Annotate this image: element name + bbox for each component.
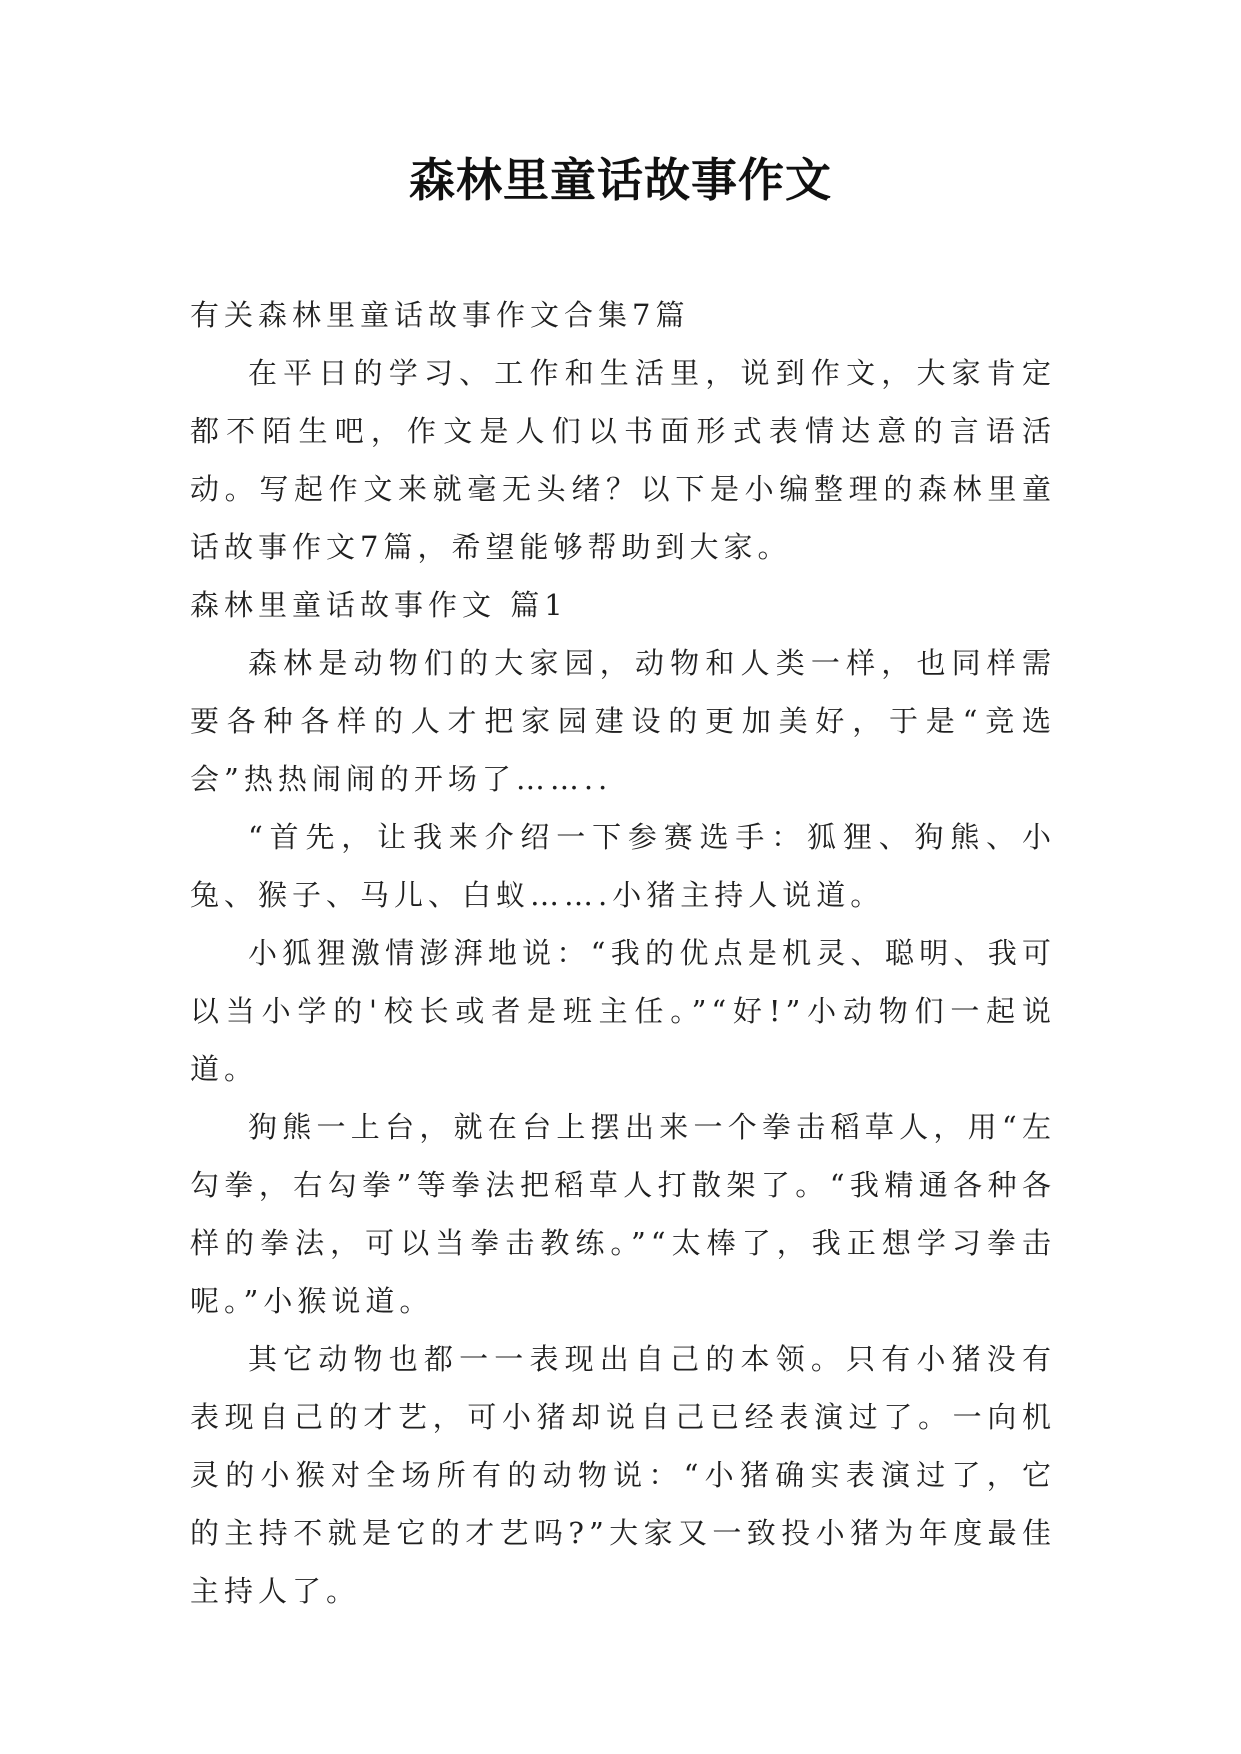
story-paragraph: 狗熊一上台，就在台上摆出来一个拳击稻草人，用“左勾拳，右勾拳”等拳法把稻草人打散架了。“我精通各种各样的拳法，可以当拳击教练。”“太棒了，我正想学习拳击呢。”小猴说道。 xyxy=(190,1110,1056,1318)
story-paragraph: 小狐狸激情澎湃地说：“我的优点是机灵、聪明、我可以当小学的'校长或者是班主任。”“好!”小动物们一起说道。 xyxy=(190,936,1056,1086)
document-title: 森林里童话故事作文 xyxy=(409,153,832,207)
story-paragraph: “首先，让我来介绍一下参赛选手：狐狸、狗熊、小兔、猴子、马儿、白蚁…….小猪主持人说道。 xyxy=(190,820,1056,912)
intro-paragraph: 在平日的学习、工作和生活里，说到作文，大家肯定都不陌生吧，作文是人们以书面形式表情达意的言语活动。写起作文来就毫无头绪？以下是小编整理的森林里童话故事作文7篇，希望能够帮助到大家。 xyxy=(190,356,1056,564)
section-heading: 森林里童话故事作文 篇1 xyxy=(190,588,568,622)
story-paragraph: 其它动物也都一一表现出自己的本领。只有小猪没有表现自己的才艺，可小猪却说自己已经表演过了。一向机灵的小猴对全场所有的动物说：“小猪确实表演过了，它的主持不就是它的才艺吗?”大家又一致投小猪为年度最佳主持人了。 xyxy=(190,1342,1056,1608)
story-paragraph: 森林是动物们的大家园，动物和人类一样，也同样需要各种各样的人才把家园建设的更加美好，于是“竞选会”热热闹闹的开场了…….. xyxy=(190,646,1056,796)
document-body xyxy=(190,286,1056,1620)
collection-heading: 有关森林里童话故事作文合集7篇 xyxy=(190,298,690,332)
